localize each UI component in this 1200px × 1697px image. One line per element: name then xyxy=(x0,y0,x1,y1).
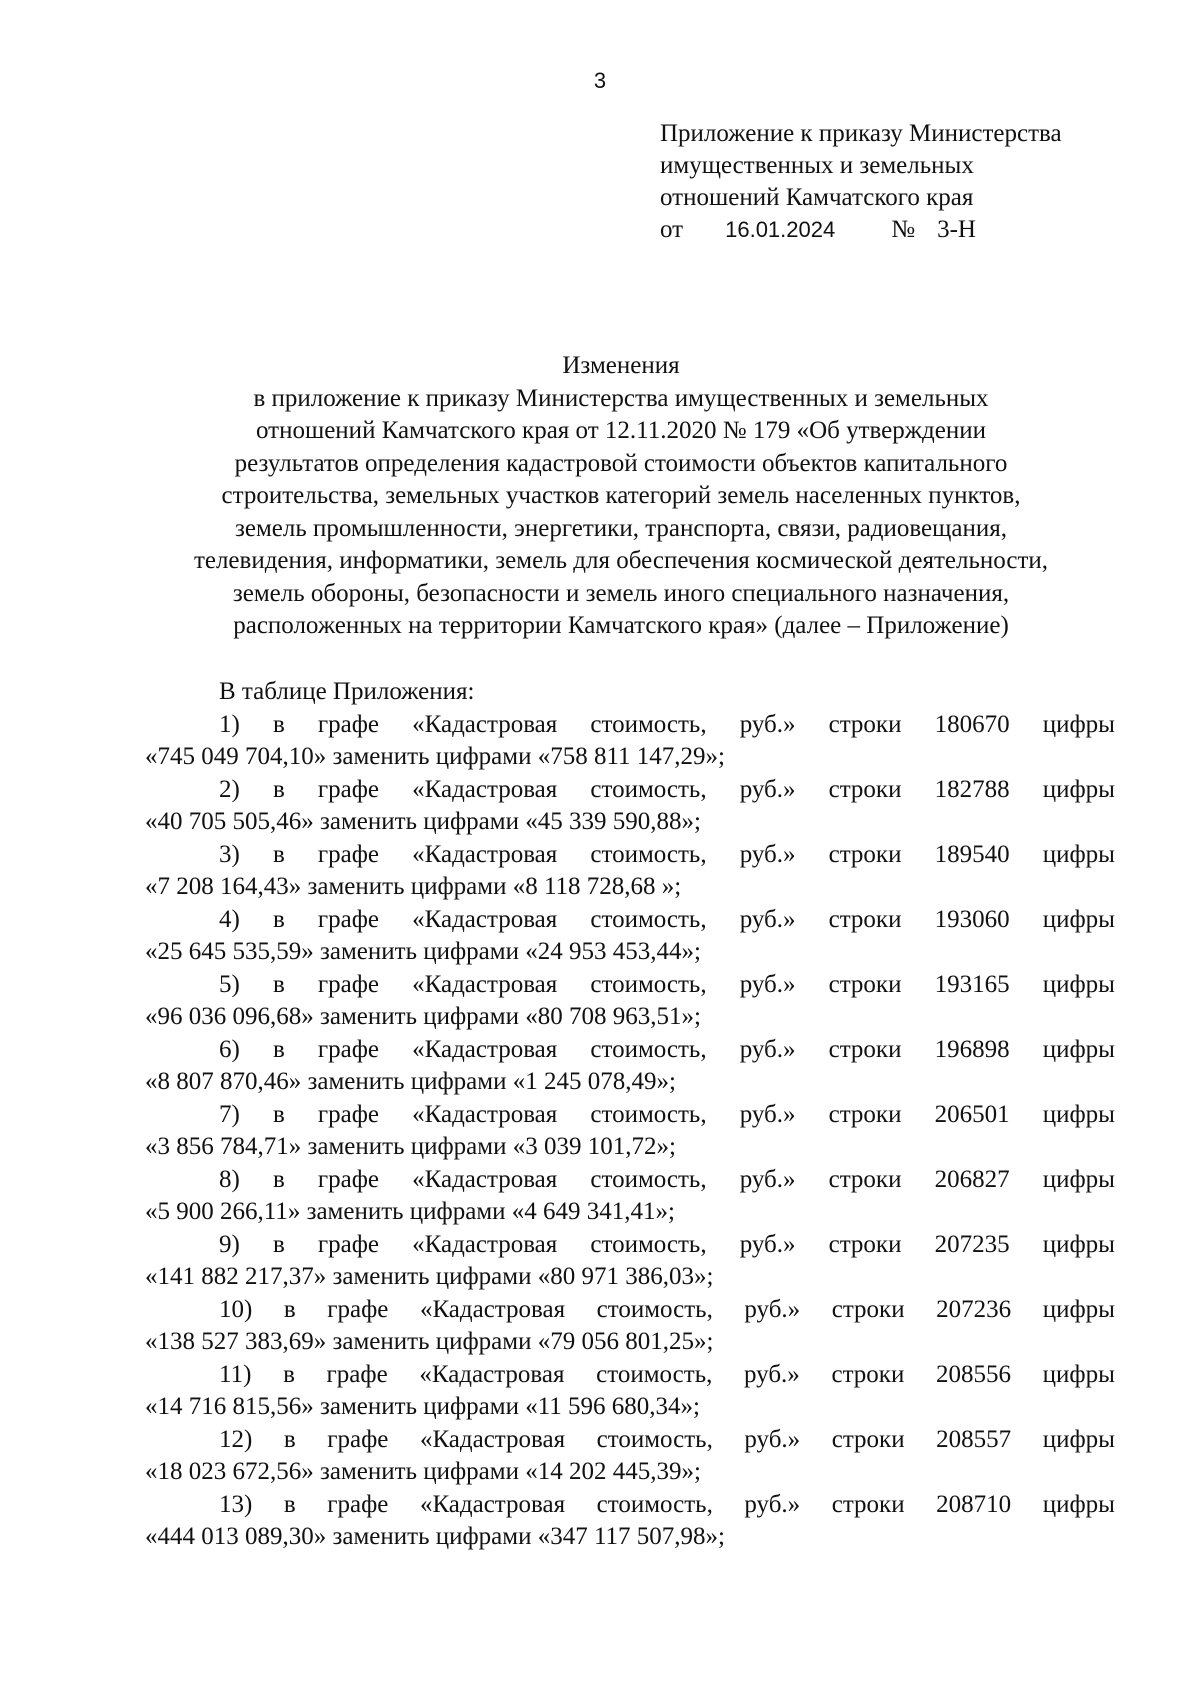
row-number: 193165 xyxy=(934,970,1010,998)
item-word: руб.» xyxy=(739,775,796,803)
item-line-1 xyxy=(145,1164,1115,1197)
item-line-2: «444 013 089,30» заменить цифрами «347 117 507,98»; xyxy=(145,1523,725,1550)
page-number: 3 xyxy=(593,68,607,93)
item-word: цифры xyxy=(1042,1100,1115,1128)
item-line-2: «14 716 815,56» заменить цифрами «11 596 680,34»; xyxy=(145,1393,700,1420)
item-number: 6) xyxy=(219,1035,240,1063)
item-line-1 xyxy=(145,1294,1115,1327)
item-word: цифры xyxy=(1042,1295,1115,1323)
item-line-1 xyxy=(145,1489,1115,1522)
document-body xyxy=(145,676,1115,1554)
item-word: строки xyxy=(828,905,902,933)
list-item xyxy=(145,709,1115,774)
title-line: строительства, земельных участков категорий земель населенных пунктов, xyxy=(221,482,1021,509)
item-word: цифры xyxy=(1042,970,1115,998)
item-word: строки xyxy=(828,1165,902,1193)
item-word: «Кадастровая xyxy=(419,1295,566,1323)
list-item xyxy=(145,904,1115,969)
list-item xyxy=(145,1099,1115,1164)
item-word: руб.» xyxy=(744,1295,801,1323)
item-word: графе xyxy=(317,775,380,803)
item-word: «Кадастровая xyxy=(412,970,558,998)
item-word: стоимость, xyxy=(590,775,707,803)
item-word: цифры xyxy=(1042,1360,1115,1388)
list-item xyxy=(145,839,1115,904)
approval-line: имущественных и земельных xyxy=(660,152,974,179)
list-item xyxy=(145,1489,1115,1554)
row-number: 189540 xyxy=(934,840,1010,868)
item-word: цифры xyxy=(1042,1425,1115,1453)
intro-paragraph: В таблице Приложения: xyxy=(219,678,475,705)
item-word: графе xyxy=(317,1100,380,1128)
item-word: графе xyxy=(327,1425,389,1453)
item-word: руб.» xyxy=(744,1360,800,1388)
row-number: 196898 xyxy=(934,1035,1010,1063)
item-word: стоимость, xyxy=(590,710,707,738)
item-line-2: «7 208 164,43» заменить цифрами «8 118 728,68 »; xyxy=(145,873,682,900)
order-number: 3-Н xyxy=(937,216,976,243)
item-word: строки xyxy=(828,970,902,998)
number-sign: № xyxy=(891,216,916,243)
item-word: графе xyxy=(317,710,380,738)
row-number: 208556 xyxy=(935,1360,1011,1388)
item-word: цифры xyxy=(1042,1230,1115,1258)
item-number: 11) xyxy=(219,1360,252,1388)
item-word: стоимость, xyxy=(596,1360,713,1388)
item-word: графе xyxy=(327,1295,389,1323)
date-prefix: от xyxy=(660,216,684,243)
row-number: 208557 xyxy=(936,1425,1012,1453)
row-number: 207235 xyxy=(934,1230,1010,1258)
item-word: цифры xyxy=(1042,775,1115,803)
title-line: отношений Камчатского края от 12.11.2020 № 179 «Об утверждении xyxy=(255,417,987,444)
item-word: «Кадастровая xyxy=(419,1490,566,1518)
row-number: 207236 xyxy=(936,1295,1012,1323)
list-item xyxy=(145,1294,1115,1359)
item-word: графе xyxy=(317,905,380,933)
item-word: «Кадастровая xyxy=(412,710,558,738)
item-line-2: «3 856 784,71» заменить цифрами «3 039 101,72»; xyxy=(145,1133,676,1160)
item-word: стоимость, xyxy=(590,1100,707,1128)
item-line-1 xyxy=(145,1034,1115,1067)
list-item xyxy=(145,969,1115,1034)
approval-line: Приложение к приказу Министерства xyxy=(660,120,1062,147)
item-word: «Кадастровая xyxy=(412,1100,558,1128)
item-word: «Кадастровая xyxy=(412,840,558,868)
item-word: «Кадастровая xyxy=(412,1035,558,1063)
title-line: в приложение к приказу Министерства имущественных и земельных xyxy=(253,384,989,412)
item-line-2: «141 882 217,37» заменить цифрами «80 971 386,03»; xyxy=(145,1263,714,1290)
item-line-1 xyxy=(145,839,1115,872)
item-word: строки xyxy=(831,1425,905,1453)
item-word: стоимость, xyxy=(590,970,707,998)
document-title xyxy=(130,350,1112,643)
item-line-2: «96 036 096,68» заменить цифрами «80 708 963,51»; xyxy=(145,1003,701,1030)
item-word: руб.» xyxy=(739,840,796,868)
title-line: телевидения, информатики, земель для обеспечения космической деятельности, xyxy=(193,547,1049,574)
item-word: руб.» xyxy=(739,1165,796,1193)
item-word: графе xyxy=(317,1035,380,1063)
item-word: руб.» xyxy=(739,1230,796,1258)
item-word: строки xyxy=(828,775,902,803)
list-item xyxy=(145,1359,1115,1424)
change-list xyxy=(145,709,1115,1554)
item-word: в xyxy=(283,1425,296,1453)
item-word: строки xyxy=(831,1295,905,1323)
item-line-1 xyxy=(145,904,1115,937)
item-word: руб.» xyxy=(744,1490,801,1518)
item-number: 8) xyxy=(219,1165,240,1193)
item-word: строки xyxy=(831,1360,905,1388)
item-line-1 xyxy=(145,1229,1115,1262)
item-word: стоимость, xyxy=(590,905,707,933)
item-line-2: «745 049 704,10» заменить цифрами «758 811 147,29»; xyxy=(145,743,725,770)
item-word: руб.» xyxy=(739,710,796,738)
approval-line: отношений Камчатского края xyxy=(660,184,974,211)
item-line-1 xyxy=(145,1099,1115,1132)
row-number: 206827 xyxy=(934,1165,1010,1193)
item-word: стоимость, xyxy=(596,1490,713,1518)
item-word: «Кадастровая xyxy=(412,1165,558,1193)
item-line-2: «40 705 505,46» заменить цифрами «45 339 590,88»; xyxy=(145,808,701,835)
item-word: «Кадастровая xyxy=(419,1360,565,1388)
item-number: 1) xyxy=(219,710,240,738)
item-word: «Кадастровая xyxy=(419,1425,566,1453)
item-word: в xyxy=(283,1360,295,1388)
list-item xyxy=(145,1424,1115,1489)
item-word: графе xyxy=(317,840,380,868)
item-line-2: «138 527 383,69» заменить цифрами «79 056 801,25»; xyxy=(145,1328,714,1355)
item-number: 12) xyxy=(219,1425,253,1453)
title-line: результатов определения кадастровой стоимости объектов капитального xyxy=(234,449,1008,477)
item-word: в xyxy=(272,840,285,868)
item-word: графе xyxy=(317,1230,380,1258)
item-line-1 xyxy=(145,709,1115,742)
item-word: стоимость, xyxy=(590,1165,707,1193)
item-number: 3) xyxy=(219,840,240,868)
title-line: земель промышленности, энергетики, транспорта, связи, радиовещания, xyxy=(235,514,1007,542)
item-word: в xyxy=(272,970,285,998)
item-word: цифры xyxy=(1042,1165,1115,1193)
item-line-1 xyxy=(145,969,1115,1002)
row-number: 182788 xyxy=(934,775,1010,803)
item-word: графе xyxy=(326,1360,388,1388)
approval-date-line xyxy=(660,214,1160,246)
item-word: руб.» xyxy=(744,1425,801,1453)
item-number: 7) xyxy=(219,1100,240,1128)
row-number: 206501 xyxy=(934,1100,1010,1128)
item-word: графе xyxy=(317,1165,380,1193)
title-line: земель обороны, безопасности и земель иного специального назначения, xyxy=(232,579,1010,607)
item-word: руб.» xyxy=(739,1035,796,1063)
item-word: в xyxy=(272,1230,285,1258)
item-number: 9) xyxy=(219,1230,240,1258)
item-word: в xyxy=(283,1490,296,1518)
item-word: строки xyxy=(828,1230,902,1258)
item-word: стоимость, xyxy=(596,1425,713,1453)
order-date: 16.01.2024 xyxy=(725,217,836,242)
list-item xyxy=(145,774,1115,839)
item-word: в xyxy=(272,1165,285,1193)
item-word: цифры xyxy=(1042,1035,1115,1063)
item-number: 13) xyxy=(219,1490,253,1518)
item-line-2: «18 023 672,56» заменить цифрами «14 202 445,39»; xyxy=(145,1458,701,1485)
item-line-1 xyxy=(145,774,1115,807)
item-number: 4) xyxy=(219,905,240,933)
item-line-2: «25 645 535,59» заменить цифрами «24 953 453,44»; xyxy=(145,938,701,965)
item-line-2: «5 900 266,11» заменить цифрами «4 649 341,41»; xyxy=(145,1198,675,1225)
item-word: строки xyxy=(828,1100,902,1128)
item-word: руб.» xyxy=(739,1100,796,1128)
list-item xyxy=(145,1229,1115,1294)
item-word: стоимость, xyxy=(590,1035,707,1063)
item-word: в xyxy=(272,1100,285,1128)
item-word: в xyxy=(272,710,285,738)
item-word: строки xyxy=(828,840,902,868)
item-word: цифры xyxy=(1042,1490,1115,1518)
item-word: стоимость, xyxy=(590,840,707,868)
approval-stamp xyxy=(660,118,1160,246)
item-word: цифры xyxy=(1042,905,1115,933)
title-heading: Изменения xyxy=(562,352,680,379)
row-number: 208710 xyxy=(936,1490,1012,1518)
item-word: «Кадастровая xyxy=(412,775,558,803)
item-word: графе xyxy=(317,970,380,998)
item-word: «Кадастровая xyxy=(412,905,558,933)
item-word: цифры xyxy=(1042,710,1115,738)
item-number: 5) xyxy=(219,970,240,998)
item-word: графе xyxy=(327,1490,389,1518)
item-line-1 xyxy=(145,1424,1115,1457)
item-word: цифры xyxy=(1042,840,1115,868)
item-word: в xyxy=(272,1035,285,1063)
list-item xyxy=(145,1034,1115,1099)
item-line-2: «8 807 870,46» заменить цифрами «1 245 078,49»; xyxy=(145,1068,676,1095)
item-word: в xyxy=(272,775,285,803)
item-word: руб.» xyxy=(739,970,796,998)
item-word: «Кадастровая xyxy=(412,1230,558,1258)
item-word: стоимость, xyxy=(590,1230,707,1258)
item-word: строки xyxy=(828,1035,902,1063)
item-number: 2) xyxy=(219,775,240,803)
item-word: строки xyxy=(831,1490,905,1518)
item-word: в xyxy=(283,1295,296,1323)
item-word: руб.» xyxy=(739,905,796,933)
item-number: 10) xyxy=(219,1295,253,1323)
item-line-1 xyxy=(145,1359,1115,1392)
item-word: стоимость, xyxy=(596,1295,713,1323)
row-number: 180670 xyxy=(934,710,1010,738)
list-item xyxy=(145,1164,1115,1229)
row-number: 193060 xyxy=(934,905,1010,933)
item-word: в xyxy=(272,905,285,933)
title-line: расположенных на территории Камчатского края» (далее – Приложение) xyxy=(233,612,1009,639)
item-word: строки xyxy=(828,710,902,738)
